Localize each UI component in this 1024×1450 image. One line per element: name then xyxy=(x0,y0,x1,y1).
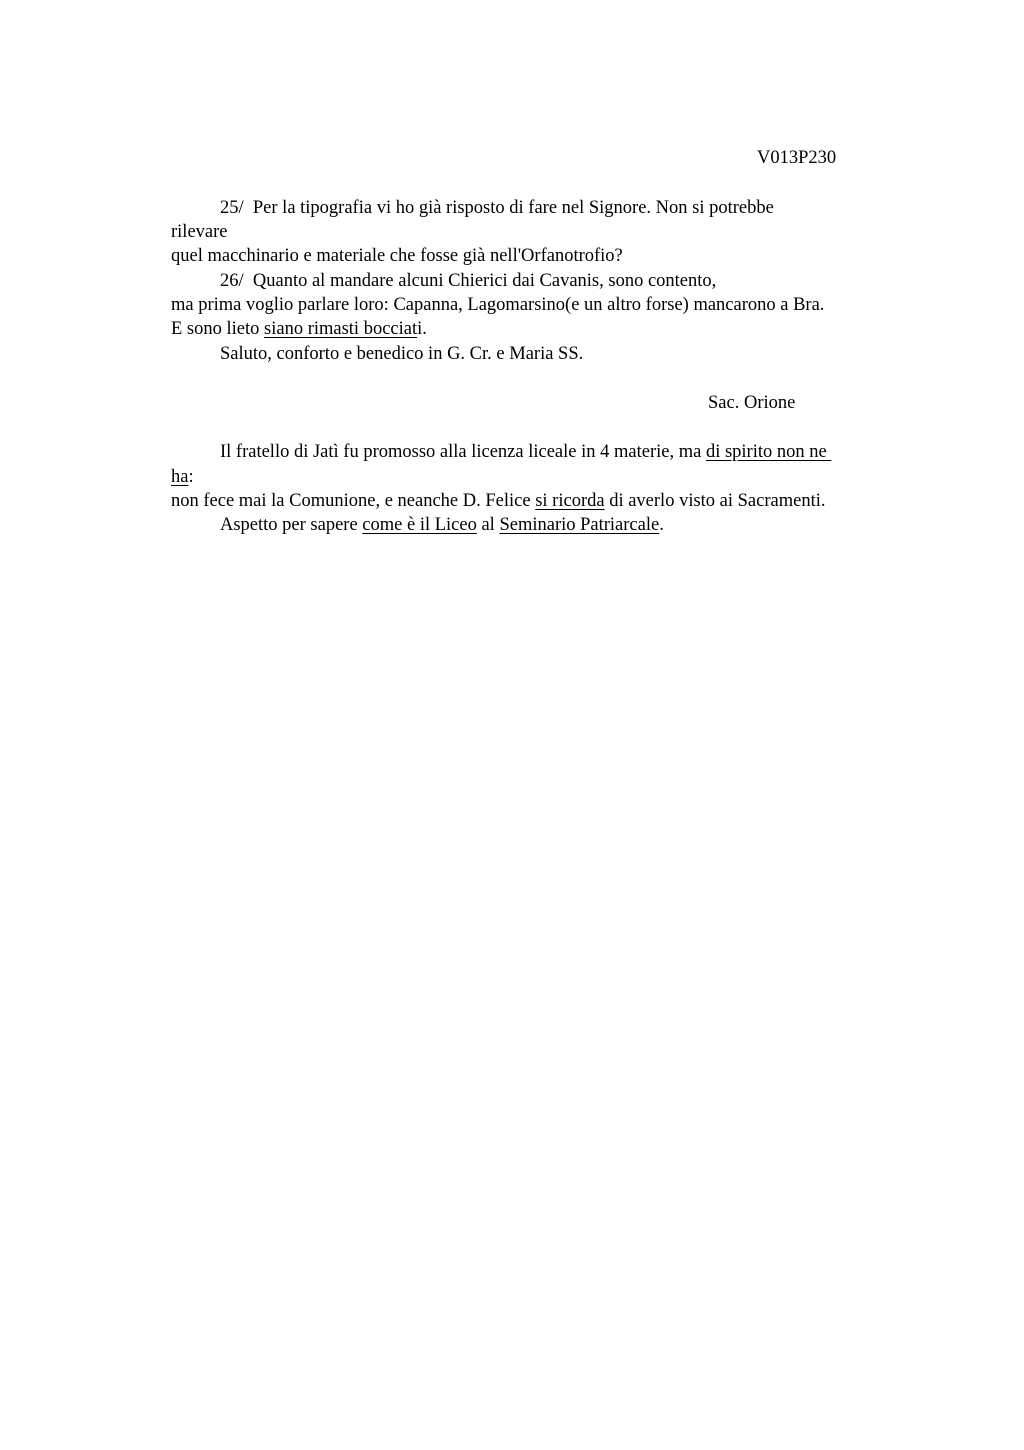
postscript-line-4 xyxy=(220,513,664,537)
postscript-line-2 xyxy=(171,465,194,489)
postscript-line-1 xyxy=(220,440,831,464)
postscript-line-3 xyxy=(171,489,826,513)
text: . xyxy=(659,515,664,535)
page-code: V013P230 xyxy=(757,148,837,168)
underlined-text: siano rimasti bocciat xyxy=(264,319,418,339)
signature: Sac. Orione xyxy=(708,393,796,413)
underlined-text: si ricorda xyxy=(535,491,605,511)
paragraph-26-line-2: ma prima voglio parlare loro: Capanna, Lagomarsino(e un altro forse) mancarono a Bra. xyxy=(171,295,825,315)
underlined-text: di spirito non ne xyxy=(705,442,832,462)
paragraph-26-line-1: 26/ Quanto al mandare alcuni Chierici dai Cavanis, sono contento, xyxy=(220,271,717,291)
text: Aspetto per sapere xyxy=(220,515,363,535)
paragraph-25-line-1: 25/ Per la tipografia vi ho già risposto di fare nel Signore. Non si potrebbe xyxy=(220,198,774,218)
underlined-text: Seminario Patriarcale xyxy=(499,515,660,535)
underlined-text: come è il Liceo xyxy=(362,515,477,535)
text: di averlo visto ai Sacramenti. xyxy=(604,491,826,511)
text: E sono lieto xyxy=(171,319,265,339)
closing-greeting: Saluto, conforto e benedico in G. Cr. e Maria SS. xyxy=(220,344,584,364)
text: Il fratello di Jatì fu promosso alla licenza liceale in 4 materie, ma xyxy=(220,442,706,462)
text: al xyxy=(476,515,500,535)
paragraph-25-line-3: quel macchinario e materiale che fosse già nell'Orfanotrofio? xyxy=(171,246,623,266)
paragraph-26-line-3 xyxy=(171,317,427,341)
paragraph-25-line-2: rilevare xyxy=(171,222,228,242)
text: i. xyxy=(417,319,427,339)
text: non fece mai la Comunione, e neanche D. Felice xyxy=(171,491,536,511)
underlined-text: ha xyxy=(171,467,189,487)
text: : xyxy=(188,467,194,487)
